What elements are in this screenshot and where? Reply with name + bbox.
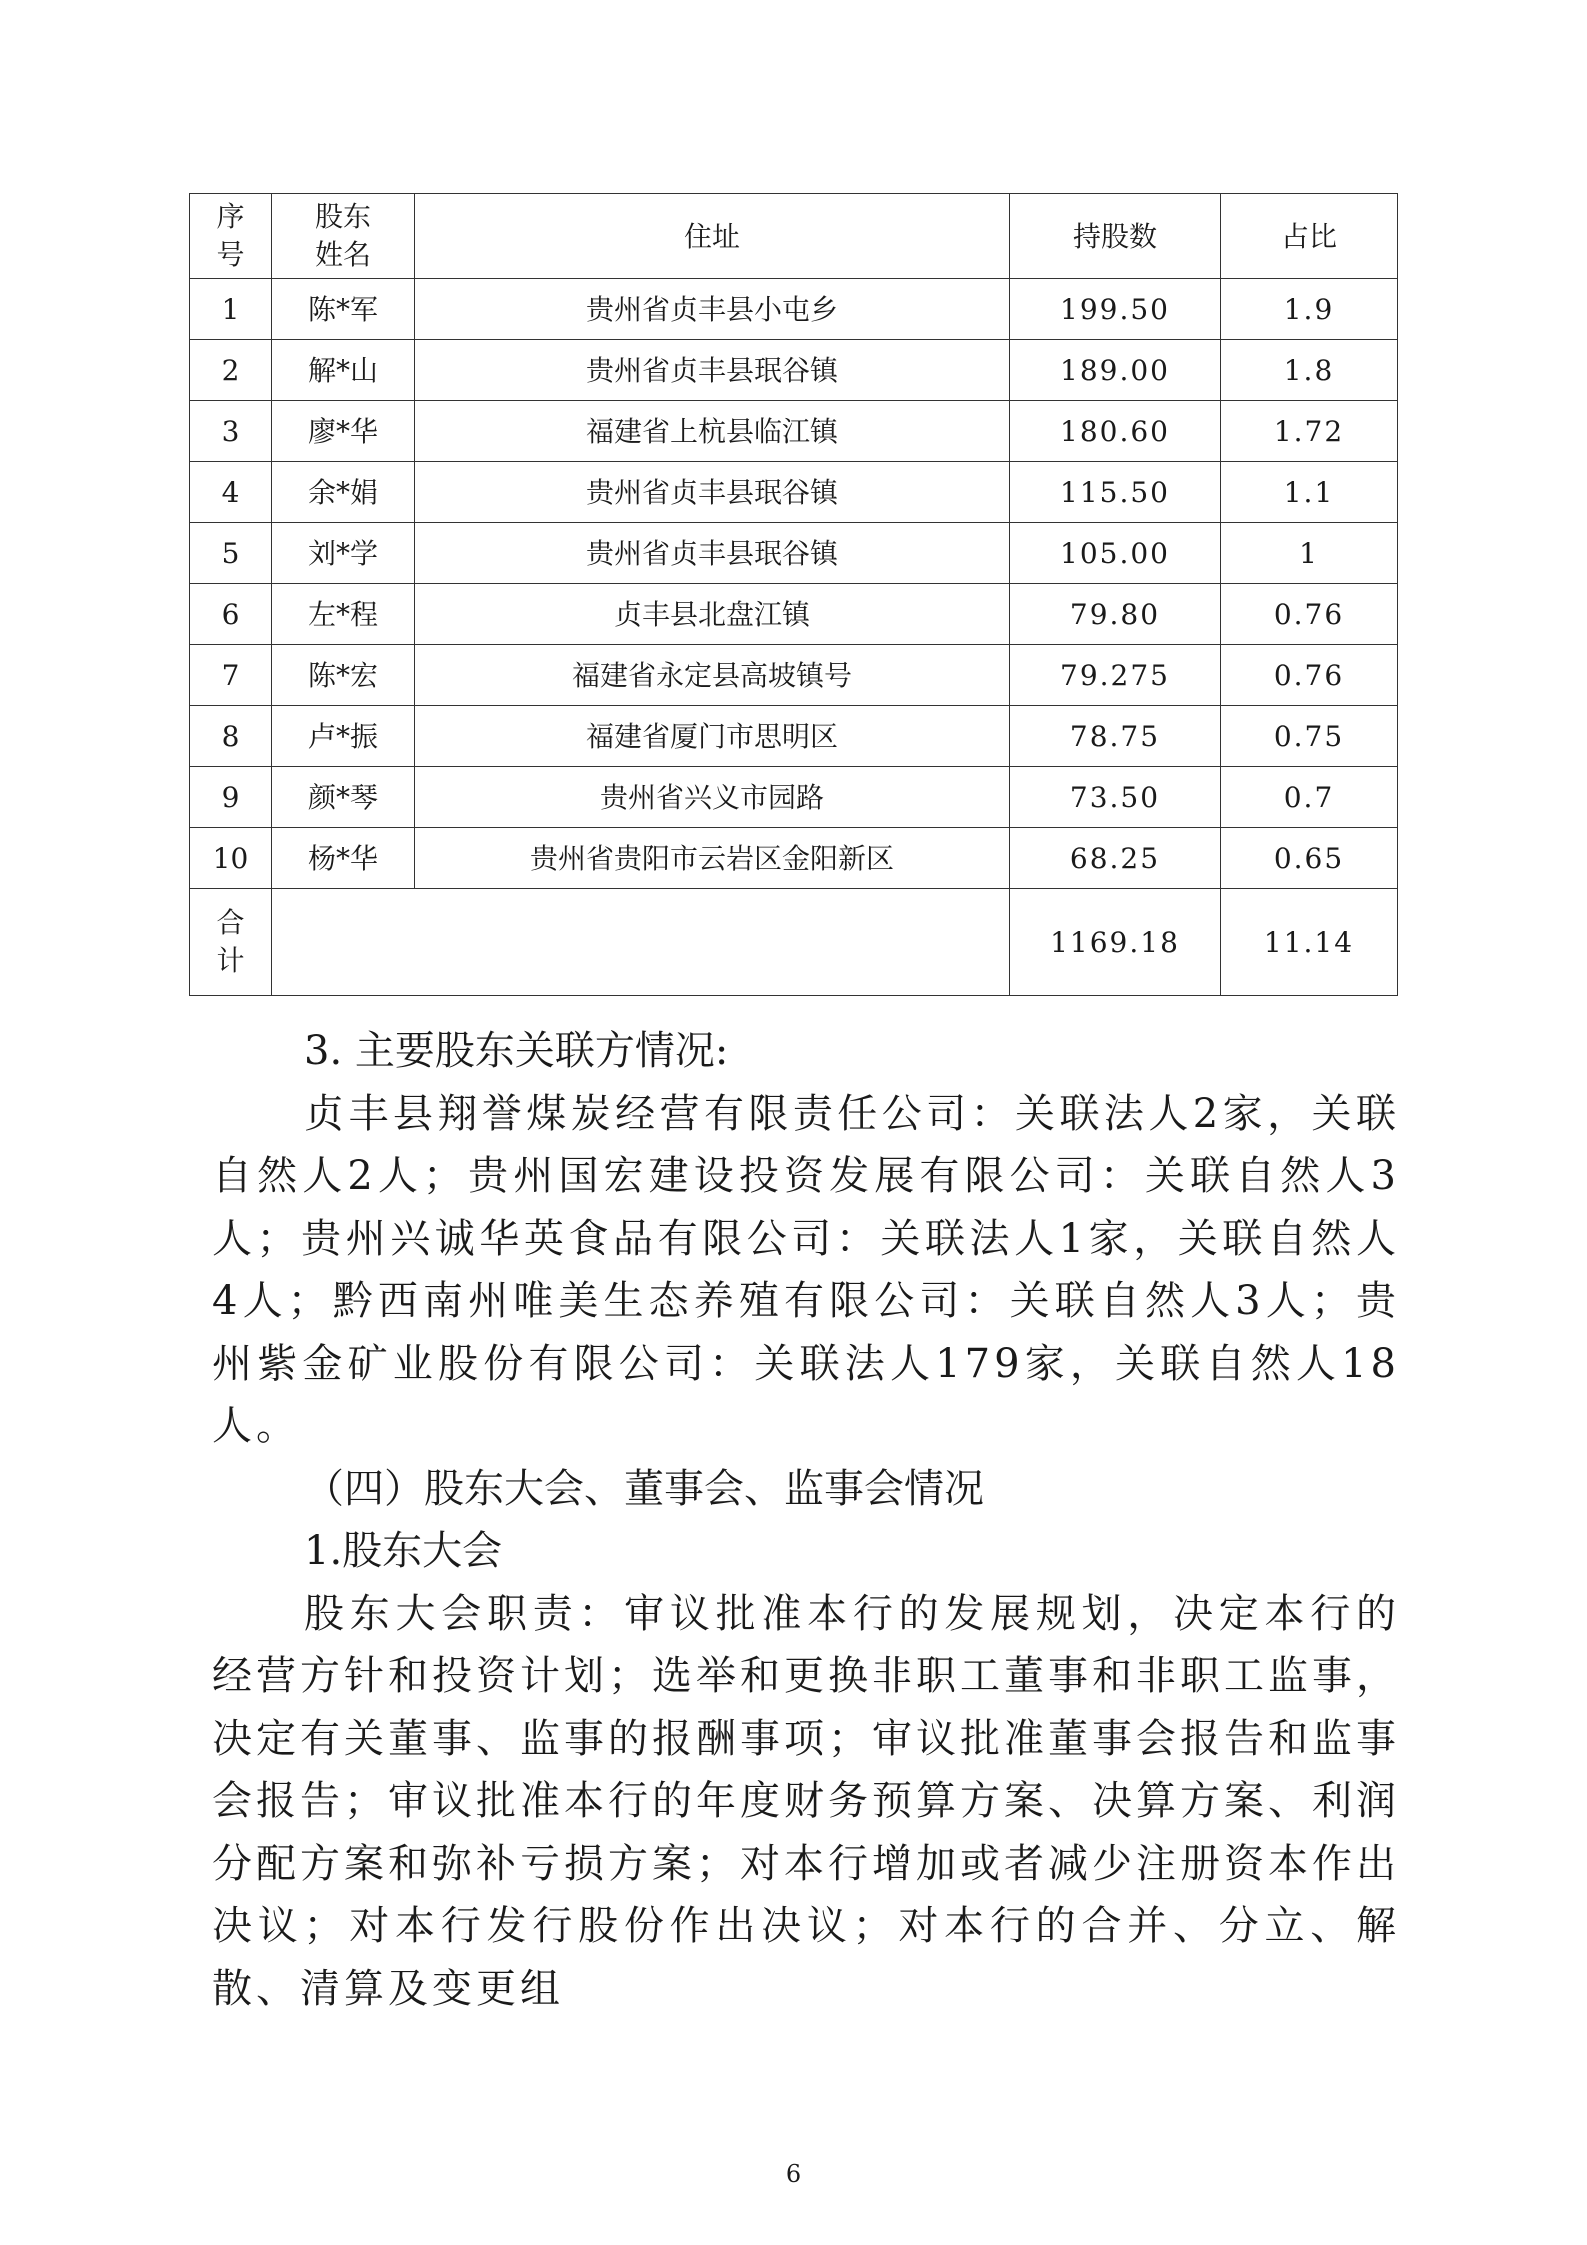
cell-name: 左*程	[272, 584, 415, 645]
cell-no: 2	[190, 340, 272, 401]
cell-ratio: 0.7	[1221, 767, 1398, 828]
cell-shares: 79.80	[1010, 584, 1221, 645]
cell-no: 3	[190, 401, 272, 462]
cell-no: 8	[190, 706, 272, 767]
cell-shares: 79.275	[1010, 645, 1221, 706]
cell-shares: 199.50	[1010, 279, 1221, 340]
cell-ratio: 1	[1221, 523, 1398, 584]
section-heading-shareholders-meeting: 1.股东大会	[304, 1528, 503, 1574]
cell-shares: 68.25	[1010, 828, 1221, 889]
table-row	[190, 340, 1398, 401]
header-name: 股东 姓名	[272, 194, 415, 279]
cell-address: 贵州省贞丰县珉谷镇	[415, 523, 1010, 584]
cell-no: 1	[190, 279, 272, 340]
cell-ratio: 1.8	[1221, 340, 1398, 401]
cell-ratio: 0.65	[1221, 828, 1398, 889]
body-text	[212, 1020, 1400, 2020]
table-total-row	[190, 889, 1398, 996]
cell-ratio: 1.9	[1221, 279, 1398, 340]
cell-no: 4	[190, 462, 272, 523]
cell-address: 福建省永定县高坡镇号	[415, 645, 1010, 706]
cell-address: 福建省厦门市思明区	[415, 706, 1010, 767]
cell-address: 贞丰县北盘江镇	[415, 584, 1010, 645]
cell-shares: 73.50	[1010, 767, 1221, 828]
cell-address: 贵州省贞丰县珉谷镇	[415, 340, 1010, 401]
shareholders-meeting-duties-paragraph: 股东大会职责：审议批准本行的发展规划，决定本行的经营方针和投资计划；选举和更换非职工董事和非职工监事，决定有关董事、监事的报酬事项；审议批准董事会报告和监事会报告；审议批准本行的年度财务预算方案、决算方案、利润分配方案和弥补亏损方案；对本行增加或者减少注册资本作出决议；对本行发行股份作出决议；对本行的合并、分立、解散、清算及变更组	[212, 1590, 1400, 2012]
cell-name: 颜*琴	[272, 767, 415, 828]
cell-name: 卢*振	[272, 706, 415, 767]
total-shares: 1169.18	[1010, 889, 1221, 996]
cell-shares: 180.60	[1010, 401, 1221, 462]
cell-no: 7	[190, 645, 272, 706]
page-number: 6	[785, 2160, 802, 2188]
cell-name: 解*山	[272, 340, 415, 401]
section-heading-governance: （四）股东大会、董事会、监事会情况	[304, 1465, 984, 1512]
cell-name: 刘*学	[272, 523, 415, 584]
cell-no: 6	[190, 584, 272, 645]
cell-shares: 115.50	[1010, 462, 1221, 523]
shareholder-table	[189, 193, 1398, 996]
cell-ratio: 0.76	[1221, 584, 1398, 645]
related-parties-paragraph: 贞丰县翔誉煤炭经营有限责任公司：关联法人2家，关联自然人2人；贵州国宏建设投资发展有限公司：关联自然人3人；贵州兴诚华英食品有限公司：关联法人1家，关联自然人4人；黔西南州唯美生态养殖有限公司：关联自然人3人；贵州紫金矿业股份有限公司：关联法人179家，关联自然人18人。	[212, 1090, 1400, 1449]
table-row	[190, 462, 1398, 523]
cell-shares: 189.00	[1010, 340, 1221, 401]
table-row	[190, 767, 1398, 828]
table-row	[190, 828, 1398, 889]
table-row	[190, 523, 1398, 584]
cell-no: 5	[190, 523, 272, 584]
cell-ratio: 1.1	[1221, 462, 1398, 523]
cell-shares: 105.00	[1010, 523, 1221, 584]
table-row	[190, 706, 1398, 767]
header-address: 住址	[415, 194, 1010, 279]
cell-address: 福建省上杭县临江镇	[415, 401, 1010, 462]
cell-no: 10	[190, 828, 272, 889]
total-ratio: 11.14	[1221, 889, 1398, 996]
table-header-row	[190, 194, 1398, 279]
header-ratio: 占比	[1221, 194, 1398, 279]
cell-ratio: 0.76	[1221, 645, 1398, 706]
cell-ratio: 1.72	[1221, 401, 1398, 462]
section-heading-related-parties: 3. 主要股东关联方情况:	[304, 1028, 729, 1074]
table-row	[190, 584, 1398, 645]
header-shares: 持股数	[1010, 194, 1221, 279]
cell-address: 贵州省贞丰县珉谷镇	[415, 462, 1010, 523]
cell-name: 陈*军	[272, 279, 415, 340]
cell-name: 余*娟	[272, 462, 415, 523]
cell-ratio: 0.75	[1221, 706, 1398, 767]
cell-name: 廖*华	[272, 401, 415, 462]
cell-name: 杨*华	[272, 828, 415, 889]
table-row	[190, 645, 1398, 706]
total-empty-cell	[272, 889, 1010, 996]
table-row	[190, 279, 1398, 340]
header-index: 序 号	[190, 194, 272, 279]
cell-address: 贵州省兴义市园路	[415, 767, 1010, 828]
total-label: 合 计	[190, 889, 272, 996]
cell-name: 陈*宏	[272, 645, 415, 706]
cell-shares: 78.75	[1010, 706, 1221, 767]
cell-address: 贵州省贞丰县小屯乡	[415, 279, 1010, 340]
cell-address: 贵州省贵阳市云岩区金阳新区	[415, 828, 1010, 889]
table-row	[190, 401, 1398, 462]
cell-no: 9	[190, 767, 272, 828]
